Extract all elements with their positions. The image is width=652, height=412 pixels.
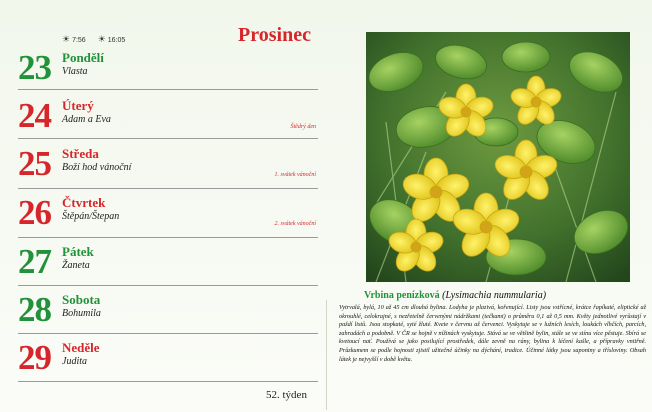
name-day: Adam a Eva	[62, 114, 111, 125]
holiday-note: Štědrý den	[290, 124, 316, 130]
day-number: 26	[18, 193, 51, 232]
day-separator	[18, 89, 318, 90]
sun-times	[62, 34, 125, 45]
day-name: Středa	[62, 146, 99, 161]
plant-latin-name: (Lysimachia nummularia)	[442, 290, 547, 301]
day-number: 28	[18, 290, 51, 329]
day-name: Pátek	[62, 244, 94, 259]
sunset-icon: ☀	[97, 34, 106, 44]
day-name: Sobota	[62, 292, 101, 307]
month-title: Prosinec	[238, 24, 311, 46]
name-day: Boží hod vánoční	[62, 162, 132, 173]
sunset	[98, 34, 126, 45]
day-number: 23	[18, 48, 51, 87]
holiday-note: 2. svátek vánoční	[274, 221, 316, 227]
day-24	[18, 94, 318, 144]
name-day: Bohumila	[62, 308, 101, 319]
day-27	[18, 240, 318, 290]
name-day: Žaneta	[62, 260, 90, 271]
day-separator	[18, 333, 318, 334]
plant-title: Vrbina penízková	[364, 290, 440, 301]
day-name: Úterý	[62, 98, 94, 113]
day-separator	[18, 285, 318, 286]
plant-caption	[364, 290, 546, 301]
day-separator	[18, 237, 318, 238]
sunrise-time: 7:56	[72, 37, 86, 44]
day-separator	[18, 381, 318, 382]
name-day: Judita	[62, 356, 87, 367]
day-number: 27	[18, 242, 51, 281]
day-number: 24	[18, 96, 51, 135]
day-28	[18, 288, 318, 338]
plant-photo	[366, 32, 630, 282]
day-29	[18, 336, 318, 386]
holiday-note: 1. svátek vánoční	[274, 172, 316, 178]
name-day: Vlasta	[62, 66, 88, 77]
day-separator	[18, 138, 318, 139]
name-day: Štěpán/Štepan	[62, 211, 120, 222]
sunset-time: 16:05	[107, 37, 126, 44]
day-number: 29	[18, 338, 51, 377]
flower-illustration	[366, 32, 630, 282]
day-separator	[18, 188, 318, 189]
day-number: 25	[18, 144, 51, 183]
day-name: Pondělí	[62, 50, 104, 65]
day-26	[18, 191, 318, 241]
page-divider	[326, 300, 327, 410]
day-name: Čtvrtek	[62, 195, 106, 210]
day-25	[18, 142, 318, 192]
sunrise	[62, 34, 86, 45]
sunrise-icon: ☀	[62, 34, 71, 44]
week-number: 52. týden	[266, 389, 307, 401]
plant-description: Vytrvalá, bylá, 10 až 45 cm dlouhá bylina. Lodyha je plazivá, kořenující. Listy jsou vstřícné, krátce řapíkaté, eliptické až okrouhlé, celokrajné, s nezřetelně červenými nádržkami (tečkami) o průměru 0,1 až 0,5 mm. Květy jednotlivé vyrůstají v paždí listů. Jsou stopkaté, syté žluté. Kvete v červnu až červenci. Vyskytuje se v lužních lesích, loukách vlhčích, parcích, zahradách a podobně. V ČR se hojně v nížinách vyskytuje. Stává se ve většině bylin, stále se ve stínu více pěstuje. Sbírá se kvetoucí nať. Používá se jako posilující prostředek, dále zevně na rány, bylina k léčení kašle, a přípravky vnitřně. Průzkumem se podle hojnosti zjistil užitečné účinky na dýchání, tradice. Účinné látky jsou saponiny a třísloviny. Obsah látek je nejvyšší v době květu.	[339, 304, 646, 363]
day-name: Neděle	[62, 340, 100, 355]
